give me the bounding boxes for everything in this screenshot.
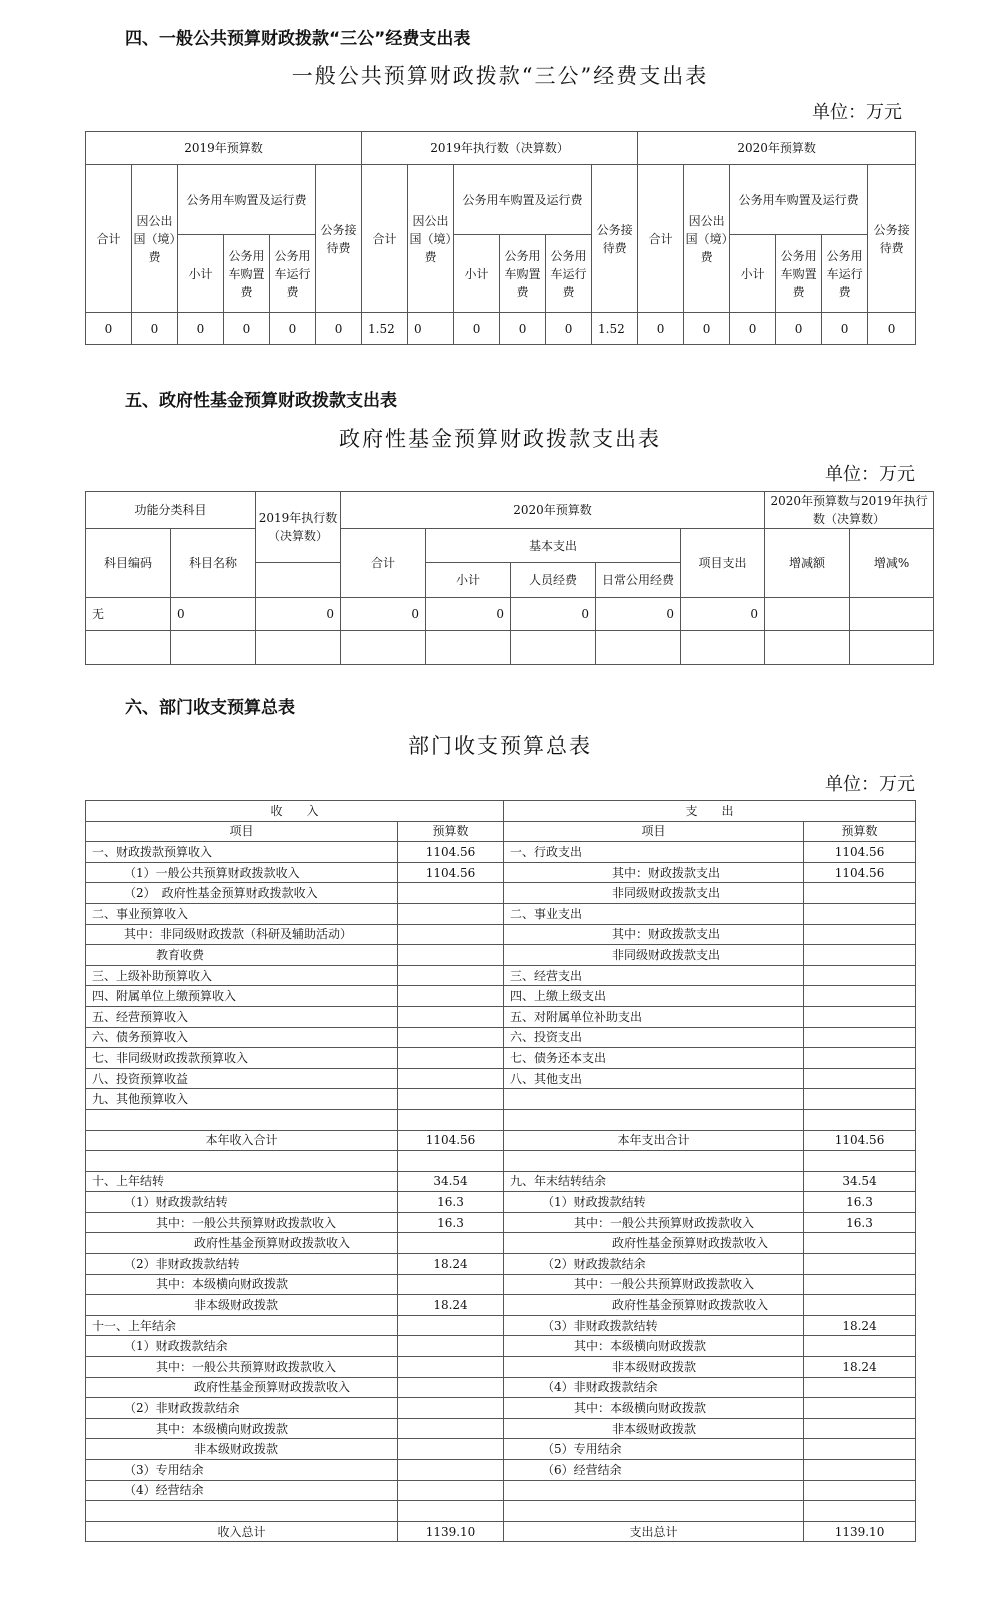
table-row	[86, 965, 916, 986]
h-code: 科目编码	[86, 529, 171, 598]
value-cell: 0	[868, 313, 916, 345]
value-cell: 0	[178, 313, 224, 345]
cell: 无	[86, 598, 171, 631]
income-item: （1）一般公共预算财政拨款收入	[86, 862, 398, 883]
h-total: 合计	[341, 529, 426, 598]
cell	[171, 631, 256, 665]
cell	[341, 631, 426, 665]
expense-amount	[804, 986, 916, 1007]
cell	[765, 631, 850, 665]
h-project: 项目支出	[681, 529, 765, 598]
expense-item	[504, 1109, 804, 1130]
income-amount	[398, 965, 504, 986]
income-amount	[398, 1068, 504, 1089]
income-amount: 34.54	[398, 1171, 504, 1192]
table-row	[86, 862, 916, 883]
expense-amount	[804, 903, 916, 924]
income-amount	[398, 1336, 504, 1357]
value-cell: 0	[224, 313, 270, 345]
income-amount	[398, 1398, 504, 1419]
value-cell: 0	[270, 313, 316, 345]
expense-item: （4）非财政拨款结余	[504, 1377, 804, 1398]
col-total: 合计	[638, 165, 684, 313]
table-row	[86, 945, 916, 966]
income-amount	[398, 1109, 504, 1130]
col-car: 公务用车购置及运行费	[730, 165, 868, 235]
expense-header: 支 出	[504, 801, 916, 822]
cell	[765, 598, 850, 631]
income-item: 四、附属单位上缴预算收入	[86, 986, 398, 1007]
table-row	[86, 1151, 916, 1172]
table-row	[86, 903, 916, 924]
expense-amount	[804, 1151, 916, 1172]
value-cell: 0	[500, 313, 546, 345]
expense-item: 三、经营支出	[504, 965, 804, 986]
income-item: 政府性基金预算财政拨款收入	[86, 1233, 398, 1254]
expense-amount	[804, 1398, 916, 1419]
expense-amount	[804, 965, 916, 986]
expense-amount: 18.24	[804, 1357, 916, 1378]
expense-item: 非同级财政拨款支出	[504, 945, 804, 966]
expense-item	[504, 1480, 804, 1501]
value-cell: 1.52	[592, 313, 638, 345]
cell: 0	[171, 598, 256, 631]
income-item: 二、事业预算收入	[86, 903, 398, 924]
expense-item: 本年支出合计	[504, 1130, 804, 1151]
table-row	[86, 1027, 916, 1048]
h-subtotal: 小计	[426, 563, 511, 598]
cell	[850, 631, 934, 665]
income-item: 三、上级补助预算收入	[86, 965, 398, 986]
cell	[256, 631, 341, 665]
income-amount	[398, 1357, 504, 1378]
income-header: 收 入	[86, 801, 504, 822]
income-amount: 1139.10	[398, 1521, 504, 1542]
income-amount	[398, 1274, 504, 1295]
col-abroad: 因公出国（境）费	[684, 165, 730, 313]
expense-item: （2）财政拨款结余	[504, 1254, 804, 1275]
table-row	[86, 1480, 916, 1501]
table-row	[86, 1130, 916, 1151]
col-reception: 公务接待费	[592, 165, 638, 313]
expense-amount	[804, 1418, 916, 1439]
income-amount	[398, 1501, 504, 1522]
table-row	[86, 1521, 916, 1542]
income-item: 非本级财政拨款	[86, 1295, 398, 1316]
col-car-run: 公务用车运行费	[270, 235, 316, 313]
value-cell: 0	[638, 313, 684, 345]
expense-amount: 16.3	[804, 1212, 916, 1233]
income-item: 其中：一般公共预算财政拨款收入	[86, 1357, 398, 1378]
expense-item: 其中：本级横向财政拨款	[504, 1336, 804, 1357]
expense-item: 二、事业支出	[504, 903, 804, 924]
value-cell: 0	[408, 313, 454, 345]
cell	[86, 631, 171, 665]
income-amount: 16.3	[398, 1212, 504, 1233]
table-row	[86, 1006, 916, 1027]
table-row	[86, 1295, 916, 1316]
table-row	[86, 1171, 916, 1192]
expense-amount	[804, 1109, 916, 1130]
amount-header: 预算数	[804, 821, 916, 842]
group-header: 2019年执行数（决算数）	[362, 132, 638, 165]
table-row	[86, 1418, 916, 1439]
income-amount	[398, 903, 504, 924]
income-item: 九、其他预算收入	[86, 1089, 398, 1110]
income-item: （3）专用结余	[86, 1460, 398, 1481]
value-cell: 0	[132, 313, 178, 345]
table-row	[86, 883, 916, 904]
income-item: （2）非财政拨款结余	[86, 1398, 398, 1419]
expense-item: （3）非财政拨款结转	[504, 1315, 804, 1336]
expense-amount	[804, 1439, 916, 1460]
item-header: 项目	[504, 821, 804, 842]
expense-item: 六、投资支出	[504, 1027, 804, 1048]
expense-item: 其中：一般公共预算财政拨款收入	[504, 1212, 804, 1233]
table-4-unit: 单位：万元	[812, 102, 902, 123]
income-item: 本年收入合计	[86, 1130, 398, 1151]
table-row	[86, 1089, 916, 1110]
income-item: （1）财政拨款结转	[86, 1192, 398, 1213]
item-header: 项目	[86, 821, 398, 842]
table-5-unit: 单位：万元	[825, 464, 915, 485]
expense-item: 八、其他支出	[504, 1068, 804, 1089]
expense-amount	[804, 1480, 916, 1501]
government-fund-table	[85, 491, 934, 665]
expense-amount	[804, 883, 916, 904]
income-item: （2） 政府性基金预算财政拨款收入	[86, 883, 398, 904]
income-amount	[398, 1480, 504, 1501]
cell	[596, 631, 681, 665]
expense-amount	[804, 924, 916, 945]
income-item: 非本级财政拨款	[86, 1439, 398, 1460]
section-4-heading: 四、一般公共预算财政拨款“三公”经费支出表	[125, 29, 471, 49]
expense-amount	[804, 1377, 916, 1398]
col-reception: 公务接待费	[868, 165, 916, 313]
expense-amount: 1104.56	[804, 842, 916, 863]
table-row	[86, 1460, 916, 1481]
h-name: 科目名称	[171, 529, 256, 598]
expense-item: 非同级财政拨款支出	[504, 883, 804, 904]
table-4-title: 一般公共预算财政拨款“三公”经费支出表	[291, 64, 709, 88]
income-item: 其中：本级横向财政拨款	[86, 1274, 398, 1295]
expense-amount	[804, 1336, 916, 1357]
income-amount	[398, 1233, 504, 1254]
table-row	[86, 1377, 916, 1398]
col-subtotal: 小计	[730, 235, 776, 313]
col-car-run: 公务用车运行费	[546, 235, 592, 313]
expense-item: 非本级财政拨款	[504, 1357, 804, 1378]
col-subtotal: 小计	[178, 235, 224, 313]
cell	[511, 631, 596, 665]
income-amount	[398, 1460, 504, 1481]
expense-amount	[804, 1068, 916, 1089]
expense-item: （1）财政拨款结转	[504, 1192, 804, 1213]
income-amount	[398, 1439, 504, 1460]
col-subtotal: 小计	[454, 235, 500, 313]
table-row	[86, 1068, 916, 1089]
expense-item: 非本级财政拨款	[504, 1418, 804, 1439]
expense-amount	[804, 1006, 916, 1027]
table-row	[86, 842, 916, 863]
cell: 0	[256, 598, 341, 631]
income-item	[86, 1109, 398, 1130]
expense-item: 一、行政支出	[504, 842, 804, 863]
amount-header: 预算数	[398, 821, 504, 842]
expense-item: 四、上缴上级支出	[504, 986, 804, 1007]
cell	[850, 598, 934, 631]
value-cell: 0	[822, 313, 868, 345]
expense-amount	[804, 1233, 916, 1254]
col-car-buy: 公务用车购置费	[224, 235, 270, 313]
h-daily: 日常公用经费	[596, 563, 681, 598]
expense-amount	[804, 1048, 916, 1069]
expense-amount	[804, 1460, 916, 1481]
table-row	[86, 1048, 916, 1069]
income-amount	[398, 1377, 504, 1398]
table-row	[86, 1192, 916, 1213]
group-header: 2020年预算数	[638, 132, 916, 165]
expense-amount	[804, 1254, 916, 1275]
expense-amount: 1104.56	[804, 1130, 916, 1151]
expense-item: （6）经营结余	[504, 1460, 804, 1481]
income-amount	[398, 883, 504, 904]
expense-item	[504, 1089, 804, 1110]
h-function: 功能分类科目	[86, 492, 256, 529]
expense-amount	[804, 1274, 916, 1295]
col-car: 公务用车购置及运行费	[178, 165, 316, 235]
expense-item: 其中：财政拨款支出	[504, 924, 804, 945]
expense-amount: 16.3	[804, 1192, 916, 1213]
income-amount: 1104.56	[398, 1130, 504, 1151]
expense-item: 九、年末结转结余	[504, 1171, 804, 1192]
expense-item	[504, 1151, 804, 1172]
cell	[681, 631, 765, 665]
table-row	[86, 1336, 916, 1357]
h-increase: 增减额	[765, 529, 850, 598]
expense-amount: 1104.56	[804, 862, 916, 883]
table-row	[86, 1233, 916, 1254]
value-cell: 0	[454, 313, 500, 345]
income-amount	[398, 1048, 504, 1069]
income-item: 十、上年结转	[86, 1171, 398, 1192]
h-2020: 2020年预算数	[341, 492, 765, 529]
value-cell: 0	[776, 313, 822, 345]
income-item: 其中：非同级财政拨款（科研及辅助活动）	[86, 924, 398, 945]
table-row	[86, 1212, 916, 1233]
cell: 0	[596, 598, 681, 631]
income-item: 其中：本级横向财政拨款	[86, 1418, 398, 1439]
income-amount	[398, 945, 504, 966]
income-amount: 18.24	[398, 1295, 504, 1316]
h-blank	[256, 563, 341, 598]
income-amount	[398, 1027, 504, 1048]
expense-item: 其中：财政拨款支出	[504, 862, 804, 883]
section-6-heading: 六、部门收支预算总表	[125, 698, 295, 718]
income-amount	[398, 986, 504, 1007]
table-row	[86, 1357, 916, 1378]
expense-item: 其中：本级横向财政拨款	[504, 1398, 804, 1419]
value-cell: 0	[730, 313, 776, 345]
expense-amount	[804, 1089, 916, 1110]
income-amount	[398, 1418, 504, 1439]
income-amount	[398, 1315, 504, 1336]
col-reception: 公务接待费	[316, 165, 362, 313]
col-car-buy: 公务用车购置费	[500, 235, 546, 313]
expense-amount: 1139.10	[804, 1521, 916, 1542]
expense-item: 五、对附属单位补助支出	[504, 1006, 804, 1027]
h-basic: 基本支出	[426, 529, 681, 563]
table-row	[86, 1439, 916, 1460]
cell: 0	[341, 598, 426, 631]
h-2019: 2019年执行数（决算数）	[256, 492, 341, 563]
col-total: 合计	[362, 165, 408, 313]
h-staff: 人员经费	[511, 563, 596, 598]
income-amount	[398, 1151, 504, 1172]
expense-item: 支出总计	[504, 1521, 804, 1542]
expense-item: 政府性基金预算财政拨款收入	[504, 1233, 804, 1254]
income-amount	[398, 924, 504, 945]
table-row	[86, 1109, 916, 1130]
table-6-unit: 单位：万元	[825, 774, 915, 795]
income-item	[86, 1501, 398, 1522]
col-car-buy: 公务用车购置费	[776, 235, 822, 313]
income-item: 七、非同级财政拨款预算收入	[86, 1048, 398, 1069]
expense-amount	[804, 945, 916, 966]
income-amount	[398, 1006, 504, 1027]
income-amount: 1104.56	[398, 862, 504, 883]
income-item: 教育收费	[86, 945, 398, 966]
expense-amount	[804, 1295, 916, 1316]
col-car-run: 公务用车运行费	[822, 235, 868, 313]
expense-item: 政府性基金预算财政拨款收入	[504, 1295, 804, 1316]
income-item: 五、经营预算收入	[86, 1006, 398, 1027]
income-item: （2）非财政拨款结转	[86, 1254, 398, 1275]
expense-amount: 34.54	[804, 1171, 916, 1192]
expense-item: 其中：一般公共预算财政拨款收入	[504, 1274, 804, 1295]
value-cell: 0	[316, 313, 362, 345]
h-percent: 增减%	[850, 529, 934, 598]
income-item: 六、债务预算收入	[86, 1027, 398, 1048]
expense-item: 七、债务还本支出	[504, 1048, 804, 1069]
col-abroad: 因公出国（境）费	[408, 165, 454, 313]
income-item: 八、投资预算收益	[86, 1068, 398, 1089]
table-row	[86, 1254, 916, 1275]
income-item	[86, 1151, 398, 1172]
table-row	[86, 1274, 916, 1295]
table-row	[86, 1501, 916, 1522]
expense-item	[504, 1501, 804, 1522]
section-5-heading: 五、政府性基金预算财政拨款支出表	[125, 391, 397, 411]
col-total: 合计	[86, 165, 132, 313]
income-item: （4）经营结余	[86, 1480, 398, 1501]
table-row	[86, 1315, 916, 1336]
income-item: （1）财政拨款结余	[86, 1336, 398, 1357]
col-abroad: 因公出国（境）费	[132, 165, 178, 313]
income-item: 一、财政拨款预算收入	[86, 842, 398, 863]
income-item: 收入总计	[86, 1521, 398, 1542]
cell: 0	[681, 598, 765, 631]
table-6-title: 部门收支预算总表	[408, 734, 592, 758]
cell: 0	[426, 598, 511, 631]
value-cell: 1.52	[362, 313, 408, 345]
income-item: 十一、上年结余	[86, 1315, 398, 1336]
expense-item: （5）专用结余	[504, 1439, 804, 1460]
value-cell: 0	[86, 313, 132, 345]
expense-amount: 18.24	[804, 1315, 916, 1336]
income-amount: 18.24	[398, 1254, 504, 1275]
expense-amount	[804, 1501, 916, 1522]
three-public-expense-table	[85, 131, 916, 345]
cell: 0	[511, 598, 596, 631]
group-header: 2019年预算数	[86, 132, 362, 165]
income-amount: 16.3	[398, 1192, 504, 1213]
table-row	[86, 924, 916, 945]
expense-amount	[804, 1027, 916, 1048]
budget-summary-table	[85, 800, 916, 1542]
table-5-title: 政府性基金预算财政拨款支出表	[339, 427, 661, 451]
value-cell: 0	[684, 313, 730, 345]
income-item: 其中：一般公共预算财政拨款收入	[86, 1212, 398, 1233]
col-car: 公务用车购置及运行费	[454, 165, 592, 235]
cell	[426, 631, 511, 665]
table-row	[86, 1398, 916, 1419]
h-compare: 2020年预算数与2019年执行数（决算数）	[765, 492, 934, 529]
value-cell: 0	[546, 313, 592, 345]
income-amount: 1104.56	[398, 842, 504, 863]
income-item: 政府性基金预算财政拨款收入	[86, 1377, 398, 1398]
table-row	[86, 986, 916, 1007]
income-amount	[398, 1089, 504, 1110]
